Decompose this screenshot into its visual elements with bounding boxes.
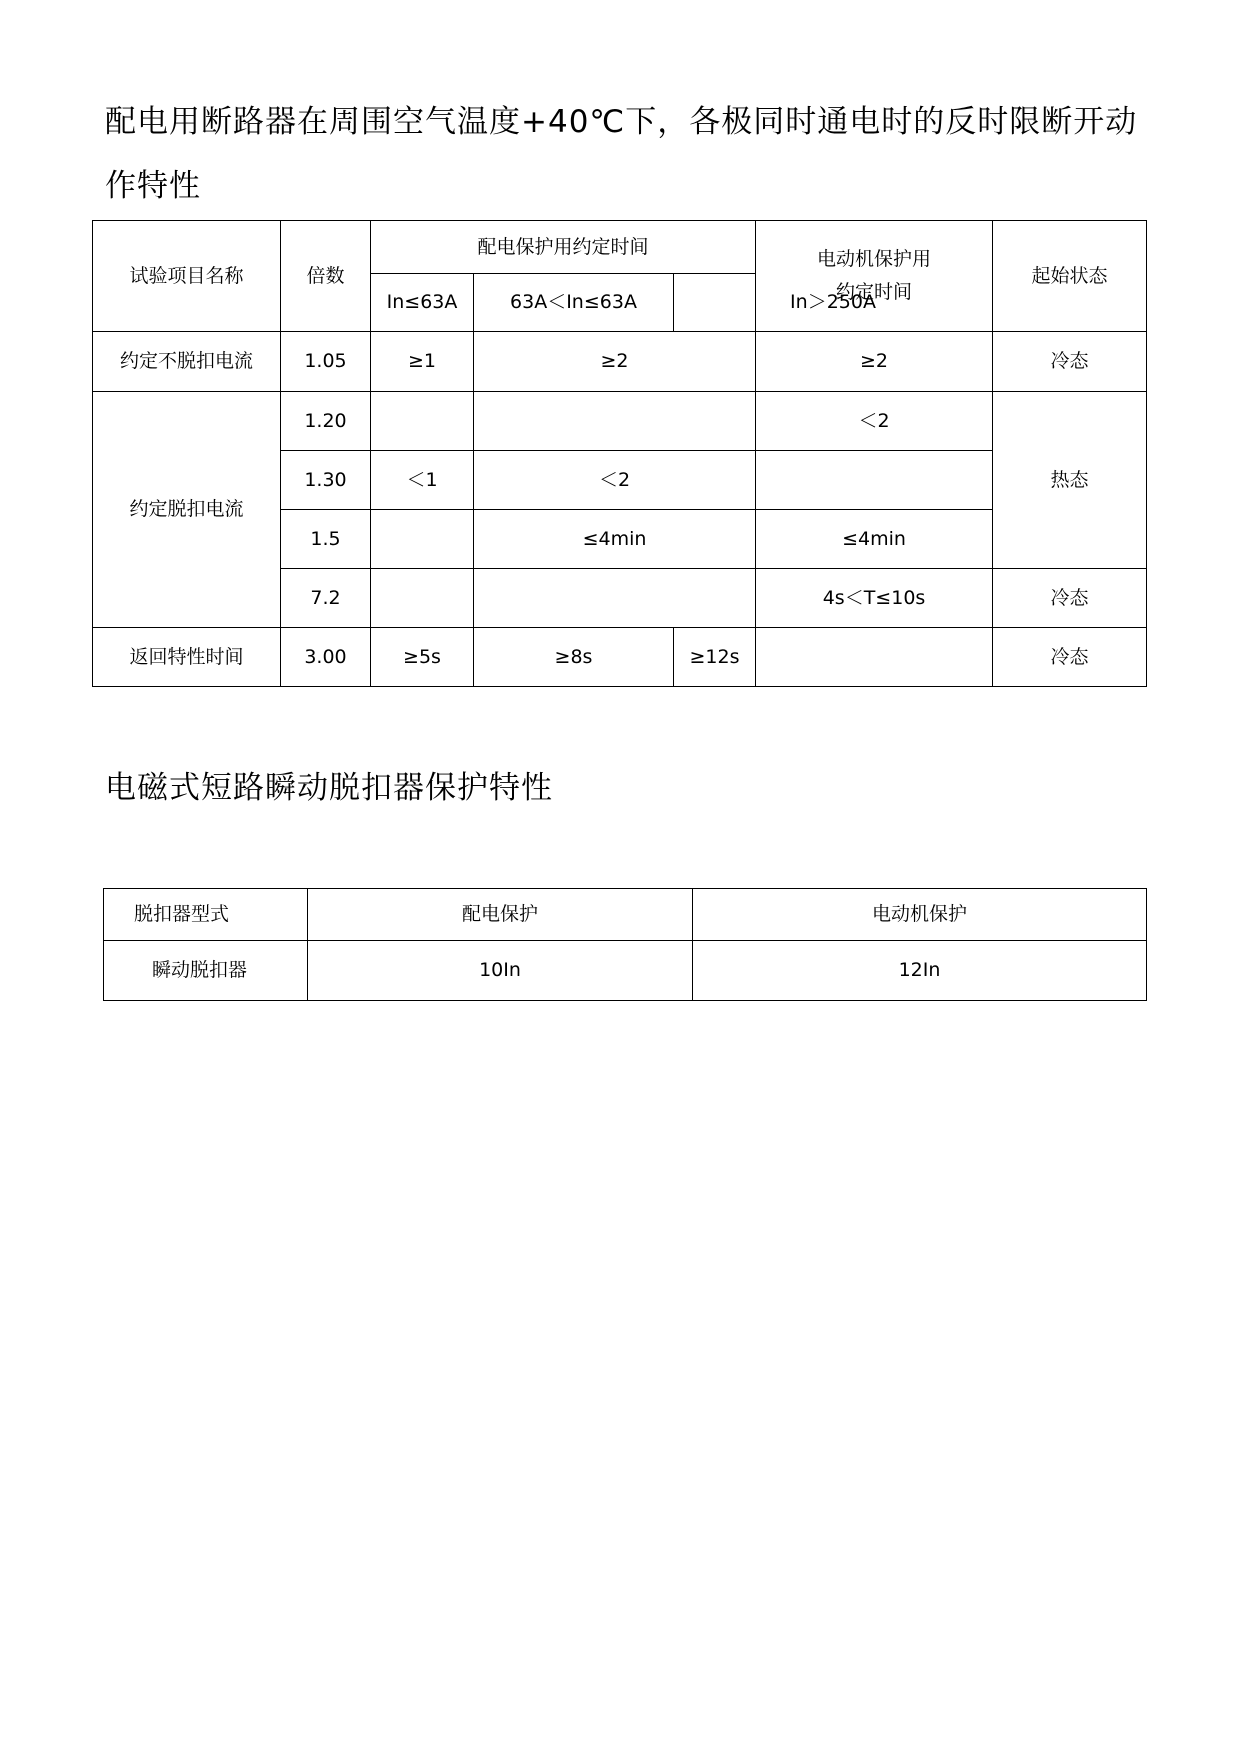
- row-trip-multiple: 1.5: [281, 510, 371, 569]
- row-trip-motor: ＜2: [756, 392, 993, 451]
- row-trip-le63: [371, 510, 474, 569]
- section1-title: 配电用断路器在周围空气温度+40℃下，各极同时通电时的反时限断开动作特性: [105, 104, 1138, 204]
- row-trip-multiple: 1.30: [281, 451, 371, 510]
- row-motor-value: 12In: [693, 941, 1147, 1001]
- row-nontrip-name: 约定不脱扣电流: [93, 332, 281, 392]
- header-motor-time-line1: 电动机保护用: [817, 248, 932, 270]
- row-nontrip-mid: ≥2: [474, 332, 756, 392]
- table-row: [93, 392, 1147, 451]
- row-trip-mid: ＜2: [474, 451, 756, 510]
- header-sub-le63: In≤63A: [371, 274, 474, 332]
- header-trip-type: 脱扣器型式: [104, 889, 308, 941]
- trip-characteristics-table: [92, 220, 1147, 687]
- header-initial-state: 起始状态: [993, 221, 1147, 332]
- row-trip-multiple: 7.2: [281, 569, 371, 628]
- row-nontrip-le63: ≥1: [371, 332, 474, 392]
- row-trip-le63: ＜1: [371, 451, 474, 510]
- row-nontrip-motor: ≥2: [756, 332, 993, 392]
- group-trip-state-hot: 热态: [993, 392, 1147, 569]
- header-sub-gt250: In＞250A: [674, 274, 993, 332]
- row-return-name: 返回特性时间: [93, 628, 281, 687]
- row-return-le63: ≥5s: [371, 628, 474, 687]
- row-trip-le63: [371, 569, 474, 628]
- header-motor-protection: 电动机保护: [693, 889, 1147, 941]
- header-distribution-protection: 配电保护: [308, 889, 693, 941]
- section2-title: 电磁式短路瞬动脱扣器保护特性: [105, 770, 553, 806]
- row-trip-motor: ≤4min: [756, 510, 993, 569]
- row-trip-motor: [756, 451, 993, 510]
- row-nontrip-multiple: 1.05: [281, 332, 371, 392]
- header-motor-time-line2: 约定时间: [836, 281, 913, 303]
- header-test-item: 试验项目名称: [93, 221, 281, 332]
- row-return-mid: ≥8s: [474, 628, 674, 687]
- row-return-gt250: ≥12s: [674, 628, 756, 687]
- header-multiple: 倍数: [281, 221, 371, 332]
- row-nontrip-state: 冷态: [993, 332, 1147, 392]
- row-trip-motor: 4s＜T≤10s: [756, 569, 993, 628]
- row-return-state: 冷态: [993, 628, 1147, 687]
- table-row: [93, 332, 1147, 392]
- header-distribution-time: 配电保护用约定时间: [371, 221, 756, 274]
- row-trip-state: 冷态: [993, 569, 1147, 628]
- row-trip-multiple: 1.20: [281, 392, 371, 451]
- header-sub-63-63: 63A＜In≤63A: [474, 274, 674, 332]
- row-distribution-value: 10In: [308, 941, 693, 1001]
- row-trip-le63: [371, 392, 474, 451]
- row-trip-mid: [474, 392, 756, 451]
- row-return-motor: [756, 628, 993, 687]
- row-trip-mid: ≤4min: [474, 510, 756, 569]
- row-trip-mid: [474, 569, 756, 628]
- table-row: [104, 941, 1147, 1001]
- group-trip-name: 约定脱扣电流: [93, 392, 281, 628]
- row-trip-type: 瞬动脱扣器: [104, 941, 308, 1001]
- row-return-multiple: 3.00: [281, 628, 371, 687]
- instantaneous-trip-table: [103, 888, 1147, 1001]
- table-row: [93, 628, 1147, 687]
